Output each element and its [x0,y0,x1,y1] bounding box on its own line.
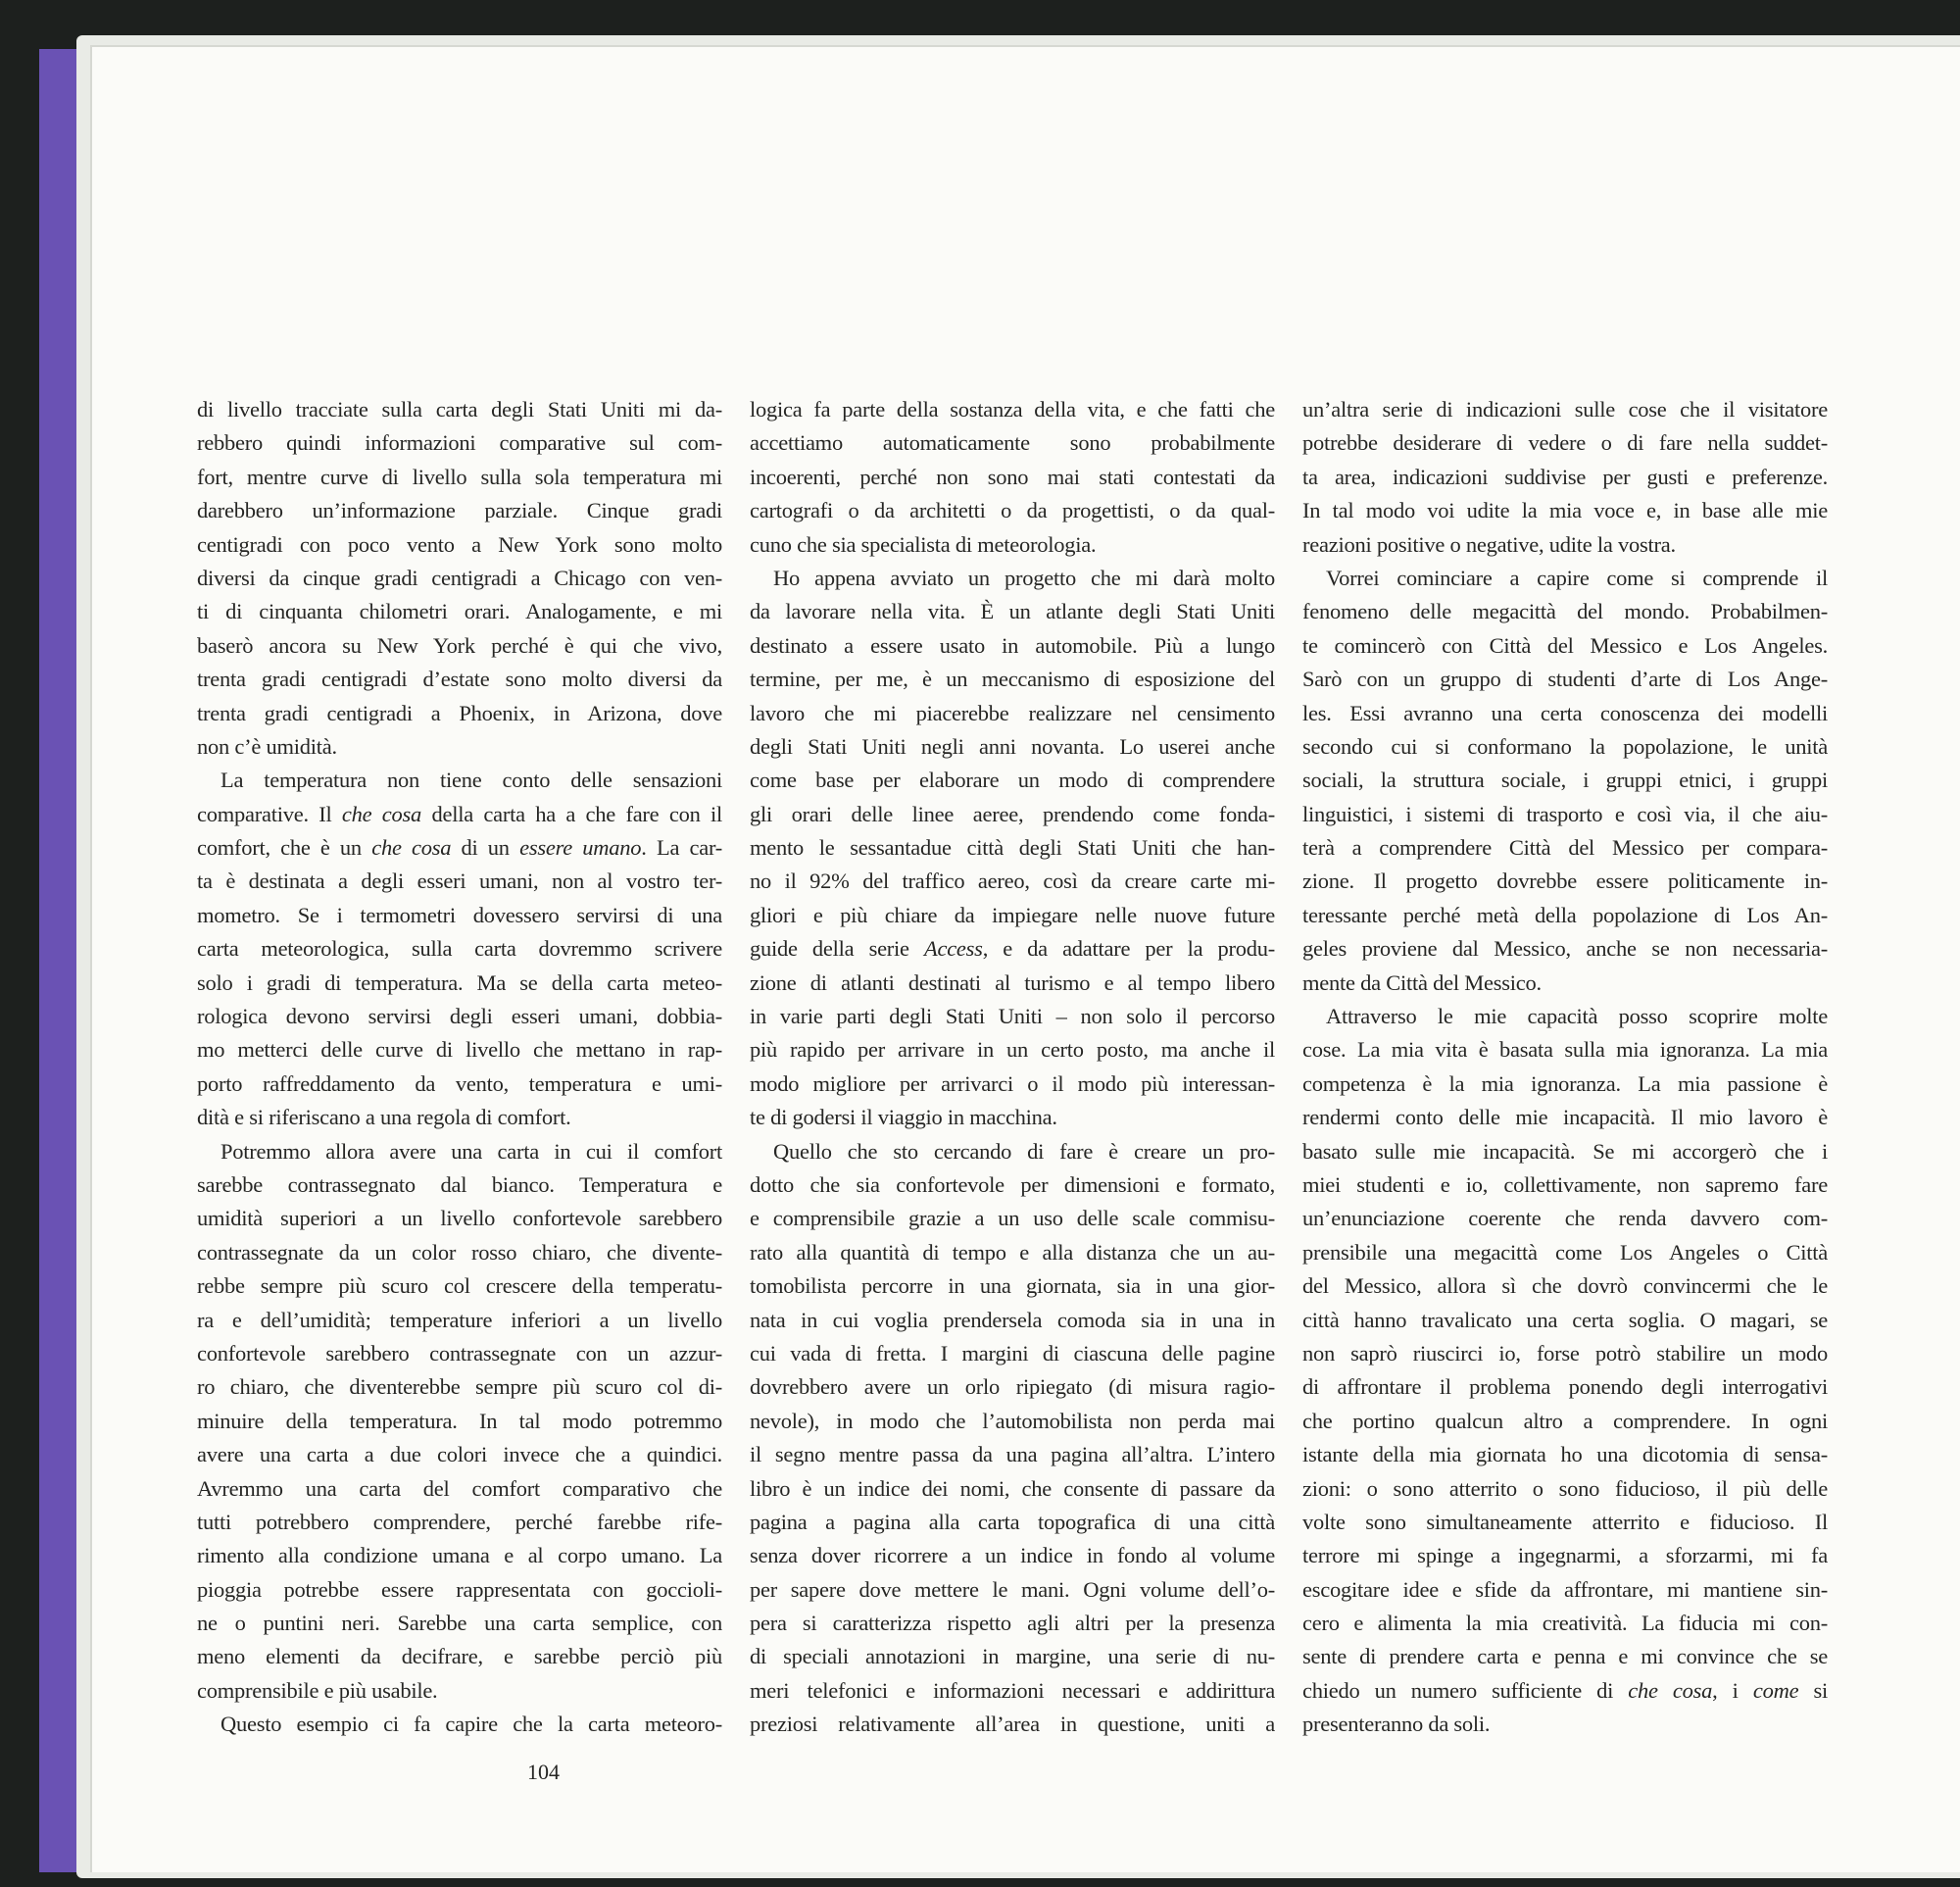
text-line: Sarò con un gruppo di studenti d’arte di Los Ange- [1302,667,1828,692]
text-line: gliori e più chiare da impiegare nelle nuove future [750,902,1275,927]
text-line: presenteranno da soli. [1302,1712,1491,1737]
text-line: pagina a pagina alla carta topografica di una città [750,1509,1275,1534]
text-line: ra e dell’umidità; temperature inferiori a un livello [197,1307,722,1332]
text-line: un’altra serie di indicazioni sulle cose che il visitatore [1302,397,1828,422]
text-line: linguistici, i sistemi di trasporto e così via, il che aiu- [1302,801,1828,826]
text-line: te comincerò con Città del Messico e Los Angeles. [1302,632,1828,658]
text-line: mometro. Se i termometri dovessero servirsi di una [197,902,722,927]
text-line: Vorrei cominciare a capire come si comprende il [1326,565,1828,590]
text-line: libro è un indice dei nomi, che consente di passare da [750,1475,1275,1501]
text-segment: comparative. Il [197,801,342,826]
italic-text: che cosa [1628,1677,1713,1703]
italic-text: come [1752,1677,1799,1703]
text-segment: della carta ha a che fare con il [421,801,722,826]
text-line: diversi da cinque gradi centigradi a Chicago con ven- [197,565,722,590]
text-line: da lavorare nella vita. È un atlante degli Stati Uniti [750,599,1275,624]
text-line: città hanno travalicato una certa soglia. O magari, se [1302,1307,1828,1332]
text-line: cartografi o da architetti o da progettisti, o da qual- [750,498,1275,523]
text-line [1302,1674,1828,1708]
text-segment: di un [451,835,520,861]
text-line: Attraverso le mie capacità posso scoprire molte [1326,1004,1828,1029]
text-segment: comfort, che è un [197,835,372,861]
text-line: rato alla quantità di tempo e alla distanza che un au- [750,1239,1275,1265]
text-line: modo migliore per arrivarci o il modo più interessan- [750,1070,1275,1096]
text-line: più rapido per arrivare in un certo posto, ma anche il [750,1037,1275,1063]
text-line: sociali, la struttura sociale, i gruppi etnici, i gruppi [1302,768,1828,793]
text-line: terrore mi spinge a ingegnarmi, a sforzarmi, mi fa [1302,1543,1828,1568]
text-line: di livello tracciate sulla carta degli Stati Uniti mi da- [197,397,722,422]
text-line: confortevole sarebbero contrassegnate con un azzur- [197,1340,722,1366]
text-line: gli orari delle linee aeree, prendendo come fonda- [750,801,1275,826]
text-line: ro chiaro, che diventerebbe sempre più scuro col di- [197,1374,722,1400]
text-column-1 [197,393,722,1742]
text-line: rebbe sempre più scuro col crescere della temperatu- [197,1273,722,1299]
text-line: zione di atlanti destinati al turismo e al tempo libero [750,969,1275,995]
text-line: meri telefonici e informazioni necessari e addirittura [750,1677,1275,1703]
text-line: escogitare idee e sfide da affrontare, mi mantiene sin- [1302,1576,1828,1602]
text-line: reazioni positive o negative, udite la vostra. [1302,531,1676,557]
text-line: baserò ancora su New York perché è qui che vivo, [197,632,722,658]
text-line: istante della mia giornata ho una dicotomia di sensa- [1302,1442,1828,1467]
italic-text: essere umano [519,835,642,861]
text-line [750,932,1275,966]
text-line: cero e alimenta la mia creatività. La fiducia mi con- [1302,1611,1828,1636]
text-line: non c’è umidità. [197,733,337,759]
text-line: per sapere dove mettere le mani. Ogni volume dell’o- [750,1576,1275,1602]
text-line: In tal modo voi udite la mia voce e, in base alle mie [1302,498,1828,523]
text-line: in varie parti degli Stati Uniti – non solo il percorso [750,1004,1275,1029]
text-line: destinato a essere usato in automobile. Più a lungo [750,632,1275,658]
text-line: mente da Città del Messico. [1302,969,1542,995]
text-line: nata in cui voglia prendersela comoda sia in una in [750,1307,1275,1332]
text-line: prensibile una megacittà come Los Angeles o Città [1302,1239,1828,1265]
text-line: nevole), in modo che l’automobilista non perda mai [750,1408,1275,1433]
text-line: mento le sessantadue città degli Stati Uniti che han- [750,835,1275,861]
text-line: sarebbe contrassegnato dal bianco. Temperatura e [197,1171,722,1197]
text-line: terà a comprendere Città del Messico per compara- [1302,835,1828,861]
text-line: te di godersi il viaggio in macchina. [750,1105,1057,1130]
text-line: Quello che sto cercando di fare è creare un pro- [773,1138,1275,1164]
text-line: Ho appena avviato un progetto che mi darà molto [773,565,1275,590]
text-column-3 [1302,393,1828,1742]
italic-text: Access [923,936,983,962]
text-segment: , e da adattare per la produ- [982,936,1275,962]
text-line: cose. La mia vita è basata sulla mia ignoranza. La mia [1302,1037,1828,1063]
text-column-2 [750,393,1275,1742]
text-segment: . La car- [641,835,722,861]
text-line: tomobilista percorre in una giornata, sia in una gior- [750,1273,1275,1299]
text-line: basato sulle mie incapacità. Se mi accorgerò che i [1302,1138,1828,1164]
text-segment: si [1798,1677,1828,1703]
text-line: di affrontare il problema ponendo degli interrogativi [1302,1374,1828,1400]
text-line [197,831,722,865]
text-line: les. Essi avranno una certa conoscenza dei modelli [1302,700,1828,725]
text-line: volte sono simultaneamente atterrito e fiducioso. Il [1302,1509,1828,1534]
text-line: rendermi conto delle mie incapacità. Il mio lavoro è [1302,1105,1828,1130]
text-line: dotto che sia confortevole per dimensioni e formato, [750,1171,1275,1197]
text-line: umidità superiori a un livello confortevole sarebbero [197,1206,722,1231]
text-line: solo i gradi di temperatura. Ma se della carta meteo- [197,969,722,995]
text-line: tutti potrebbero comprendere, perché farebbe rife- [197,1509,722,1534]
text-line: La temperatura non tiene conto delle sensazioni [220,768,722,793]
text-line: Questo esempio ci fa capire che la carta meteoro- [220,1712,722,1737]
text-line: potrebbe desiderare di vedere o di fare nella suddet- [1302,430,1828,456]
text-line: ta è destinata a degli esseri umani, non al vostro ter- [197,869,722,894]
text-line: ne o puntini neri. Sarebbe una carta semplice, con [197,1611,722,1636]
text-line: fenomeno delle megacittà del mondo. Probabilmen- [1302,599,1828,624]
text-line: incoerenti, perché non sono mai stati contestati da [750,464,1275,489]
text-line: rebbero quindi informazioni comparative sul com- [197,430,722,456]
text-line: Potremmo allora avere una carta in cui il comfort [220,1138,722,1164]
italic-text: che cosa [371,835,452,861]
text-line: miei studenti e io, collettivamente, non sapremo fare [1302,1171,1828,1197]
text-line: minuire della temperatura. In tal modo potremmo [197,1408,722,1433]
text-line: come base per elaborare un modo di comprendere [750,768,1275,793]
text-line: sente di prendere carta e penna e mi convince che se [1302,1644,1828,1669]
text-line: di speciali annotazioni in margine, una serie di nu- [750,1644,1275,1669]
italic-text: che cosa [341,801,422,826]
text-line: degli Stati Uniti negli anni novanta. Lo userei anche [750,733,1275,759]
text-line: del Messico, allora sì che dovrò convincermi che le [1302,1273,1828,1299]
text-line: fort, mentre curve di livello sulla sola temperatura mi [197,464,722,489]
text-line: ti di cinquanta chilometri orari. Analogamente, e mi [197,599,722,624]
text-line: rologica devono servirsi degli esseri umani, dobbia- [197,1004,722,1029]
text-line: carta meteorologica, sulla carta dovremmo scrivere [197,936,722,962]
text-line: pera si caratterizza rispetto agli altri per la presenza [750,1611,1275,1636]
text-segment: guide della serie [750,936,924,962]
text-line: porto raffreddamento da vento, temperatura e umi- [197,1070,722,1096]
text-line: e comprensibile grazie a un uso delle scale commisu- [750,1206,1275,1231]
text-line: ta area, indicazioni suddivise per gusti e preferenze. [1302,464,1828,489]
text-line: accettiamo automaticamente sono probabilmente [750,430,1275,456]
text-line: mo metterci delle curve di livello che mettano in rap- [197,1037,722,1063]
text-line: lavoro che mi piacerebbe realizzare nel censimento [750,700,1275,725]
text-line: secondo cui si conformano la popolazione, le unità [1302,733,1828,759]
text-line: teressante perché metà della popolazione di Los An- [1302,902,1828,927]
text-segment: chiedo un numero sufficiente di [1302,1677,1629,1703]
text-line: zione. Il progetto dovrebbe essere politicamente in- [1302,869,1828,894]
text-line: non saprò riuscirci io, forse potrò stabilire un modo [1302,1340,1828,1366]
text-line: avere una carta a due colori invece che a quindici. [197,1442,722,1467]
text-line: dità e si riferiscano a una regola di comfort. [197,1105,571,1130]
text-line: rimento alla condizione umana e al corpo umano. La [197,1543,722,1568]
text-line: trenta gradi centigradi d’estate sono molto diversi da [197,667,722,692]
text-line: senza dover ricorrere a un indice in fondo al volume [750,1543,1275,1568]
text-line: un’enunciazione coerente che renda davvero com- [1302,1206,1828,1231]
text-line [197,798,722,831]
text-line: competenza è la mia ignoranza. La mia passione è [1302,1070,1828,1096]
text-line: cuno che sia specialista di meteorologia. [750,531,1097,557]
text-line: preziosi relativamente all’area in questione, uniti a [750,1712,1275,1737]
text-line: il segno mentre passa da una pagina all’altra. L’intero [750,1442,1275,1467]
text-line: che portino qualcun altro a comprendere. In ogni [1302,1408,1828,1433]
text-line: zioni: o sono atterrito o sono fiducioso, il più delle [1302,1475,1828,1501]
text-line: geles proviene dal Messico, anche se non necessaria- [1302,936,1828,962]
text-line: no il 92% del traffico aereo, così da creare carte mi- [750,869,1275,894]
text-line: meno elementi da decifrare, e sarebbe perciò più [197,1644,722,1669]
page-number: 104 [527,1760,560,1784]
text-line: trenta gradi centigradi a Phoenix, in Arizona, dove [197,700,722,725]
text-line: comprensibile e più usabile. [197,1677,438,1703]
text-line: termine, per me, è un meccanismo di esposizione del [750,667,1275,692]
text-line: logica fa parte della sostanza della vita, e che fatti che [750,397,1275,422]
text-line: cui vada di fretta. I margini di ciascuna delle pagine [750,1340,1275,1366]
text-line: centigradi con poco vento a New York sono molto [197,531,722,557]
text-line: dovrebbero avere un orlo ripiegato (di misura ragio- [750,1374,1275,1400]
text-line: contrassegnate da un color rosso chiaro, che divente- [197,1239,722,1265]
text-line: pioggia potrebbe essere rappresentata con goccioli- [197,1576,722,1602]
text-line: Avremmo una carta del comfort comparativo che [197,1475,722,1501]
text-line: darebbero un’informazione parziale. Cinque gradi [197,498,722,523]
text-segment: , i [1712,1677,1753,1703]
